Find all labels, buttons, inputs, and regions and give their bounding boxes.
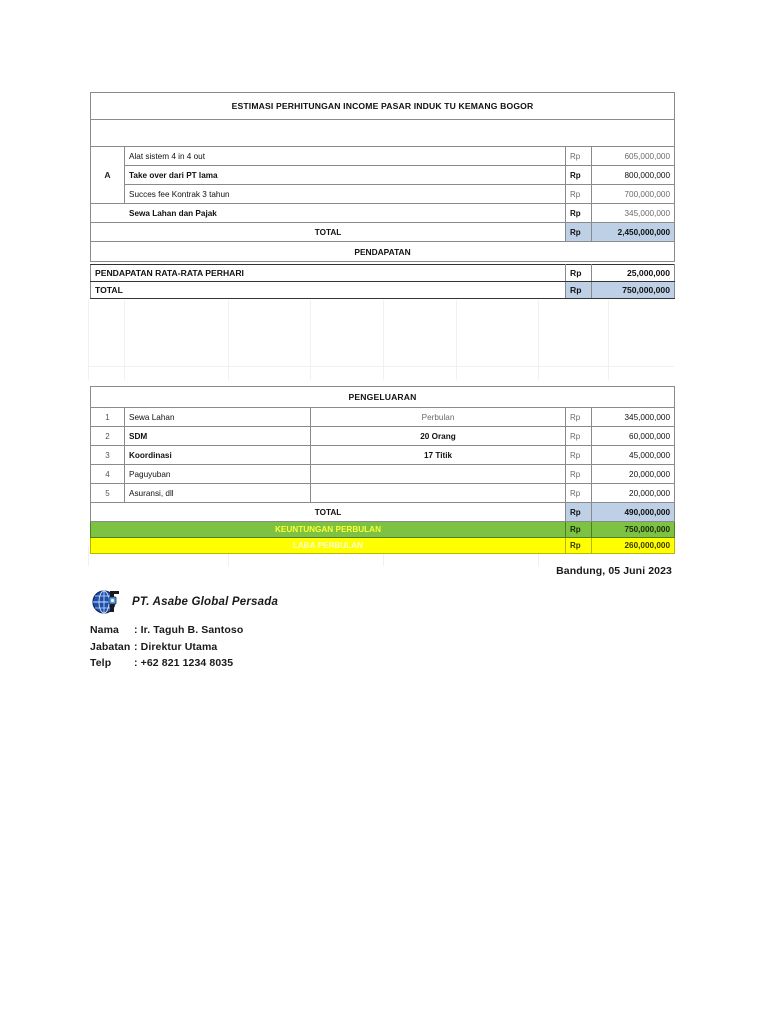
income-row-amount: 800,000,000 bbox=[592, 166, 675, 185]
expense-row-amount: 20,000,000 bbox=[592, 484, 675, 503]
expense-row-detail bbox=[311, 484, 566, 503]
contact-sep-jabatan: : bbox=[134, 640, 138, 653]
expenses-table bbox=[90, 386, 675, 554]
laba-amount: 260,000,000 bbox=[592, 538, 675, 554]
expenses-total-amount: 490,000,000 bbox=[592, 503, 675, 522]
expense-row-desc: Koordinasi bbox=[125, 446, 311, 465]
expense-row-detail bbox=[311, 465, 566, 484]
expense-row-currency: Rp bbox=[566, 446, 592, 465]
expense-row-currency: Rp bbox=[566, 484, 592, 503]
expense-row-desc: SDM bbox=[125, 427, 311, 446]
expenses-table-title-row bbox=[91, 387, 675, 408]
income-total-amount: 2,450,000,000 bbox=[592, 223, 675, 242]
income-row-currency: Rp bbox=[566, 185, 592, 204]
table-row bbox=[91, 465, 675, 484]
keuntungan-amount: 750,000,000 bbox=[592, 522, 675, 538]
table-row bbox=[91, 185, 675, 204]
expense-row-detail: Perbulan bbox=[311, 408, 566, 427]
income-row-currency: Rp bbox=[566, 147, 592, 166]
laba-currency: Rp bbox=[566, 538, 592, 554]
income-row-desc: Sewa Lahan dan Pajak bbox=[91, 204, 566, 223]
contact-label-telp: Telp bbox=[90, 657, 112, 669]
income-row-desc: Alat sistem 4 in 4 out bbox=[125, 147, 566, 166]
expense-row-no: 2 bbox=[91, 427, 125, 446]
laba-label: LABA PERBULAN bbox=[91, 538, 566, 554]
pendapatan-total-currency: Rp bbox=[566, 282, 592, 299]
expense-row-no: 1 bbox=[91, 408, 125, 427]
table-row bbox=[91, 166, 675, 185]
pendapatan-total-amount: 750,000,000 bbox=[592, 282, 675, 299]
globe-logo-icon bbox=[92, 588, 126, 616]
pendapatan-row-currency: Rp bbox=[566, 265, 592, 282]
income-total-currency: Rp bbox=[566, 223, 592, 242]
table-row bbox=[91, 204, 675, 223]
contact-label-jabatan: Jabatan bbox=[90, 640, 131, 653]
income-table-spacer-row bbox=[91, 120, 675, 147]
keuntungan-currency: Rp bbox=[566, 522, 592, 538]
contact-row-nama bbox=[90, 622, 243, 639]
expense-row-desc: Paguyuban bbox=[125, 465, 311, 484]
expense-row-amount: 20,000,000 bbox=[592, 465, 675, 484]
expense-row-no: 5 bbox=[91, 484, 125, 503]
income-row-amount: 605,000,000 bbox=[592, 147, 675, 166]
pendapatan-section-label: PENDAPATAN bbox=[91, 242, 675, 262]
pendapatan-total-label: TOTAL bbox=[91, 282, 566, 299]
expense-row-currency: Rp bbox=[566, 465, 592, 484]
expenses-total-label: TOTAL bbox=[91, 503, 566, 522]
table-row bbox=[91, 484, 675, 503]
expense-row-detail: 20 Orang bbox=[311, 427, 566, 446]
expenses-total-currency: Rp bbox=[566, 503, 592, 522]
contact-value-telp: +62 821 1234 8035 bbox=[140, 657, 234, 669]
keuntungan-row bbox=[91, 522, 675, 538]
contact-label-nama: Nama bbox=[90, 624, 119, 636]
contact-row-jabatan bbox=[90, 639, 243, 656]
contact-value-jabatan: Direktur Utama bbox=[140, 640, 218, 653]
table-row bbox=[91, 408, 675, 427]
income-group-label: A bbox=[91, 147, 125, 204]
table-row bbox=[91, 147, 675, 166]
contact-value-nama: Ir. Taguh B. Santoso bbox=[140, 624, 244, 636]
expense-row-amount: 45,000,000 bbox=[592, 446, 675, 465]
background-gridlines bbox=[88, 300, 674, 380]
income-row-currency: Rp bbox=[566, 166, 592, 185]
table-row bbox=[91, 265, 675, 282]
company-name: PT. Asabe Global Persada bbox=[132, 596, 279, 608]
table-row bbox=[91, 282, 675, 299]
expense-row-detail: 17 Titik bbox=[311, 446, 566, 465]
table-row bbox=[91, 446, 675, 465]
income-total-row bbox=[91, 223, 675, 242]
keuntungan-label: KEUNTUNGAN PERBULAN bbox=[91, 522, 566, 538]
contact-sep-nama: : bbox=[134, 624, 138, 636]
pendapatan-table bbox=[90, 264, 675, 299]
income-table bbox=[90, 92, 675, 262]
expense-row-amount: 345,000,000 bbox=[592, 408, 675, 427]
expenses-table-title: PENGELUARAN bbox=[91, 387, 675, 408]
table-row bbox=[91, 427, 675, 446]
expense-row-desc: Sewa Lahan bbox=[125, 408, 311, 427]
expense-row-desc: Asuransi, dll bbox=[125, 484, 311, 503]
contact-sep-telp: : bbox=[134, 657, 138, 669]
expenses-total-row bbox=[91, 503, 675, 522]
pendapatan-row-desc: PENDAPATAN RATA-RATA PERHARI bbox=[91, 265, 566, 282]
income-table-title-row bbox=[91, 93, 675, 120]
income-row-desc: Succes fee Kontrak 3 tahun bbox=[125, 185, 566, 204]
expense-row-no: 3 bbox=[91, 446, 125, 465]
contact-row-telp bbox=[90, 655, 243, 672]
income-row-desc: Take over dari PT lama bbox=[125, 166, 566, 185]
pendapatan-row-amount: 25,000,000 bbox=[592, 265, 675, 282]
pendapatan-section-row bbox=[91, 242, 675, 262]
expense-row-no: 4 bbox=[91, 465, 125, 484]
income-spacer-cell bbox=[91, 120, 675, 147]
income-row-amount: 345,000,000 bbox=[592, 204, 675, 223]
expense-row-currency: Rp bbox=[566, 427, 592, 446]
expense-row-amount: 60,000,000 bbox=[592, 427, 675, 446]
income-total-label: TOTAL bbox=[91, 223, 566, 242]
expense-row-currency: Rp bbox=[566, 408, 592, 427]
date-line: Bandung, 05 Juni 2023 bbox=[556, 565, 672, 577]
contact-block bbox=[90, 622, 243, 672]
income-table-title: ESTIMASI PERHITUNGAN INCOME PASAR INDUK TU KEMANG BOGOR bbox=[91, 93, 675, 120]
income-row-amount: 700,000,000 bbox=[592, 185, 675, 204]
laba-row bbox=[91, 538, 675, 554]
income-row-currency: Rp bbox=[566, 204, 592, 223]
